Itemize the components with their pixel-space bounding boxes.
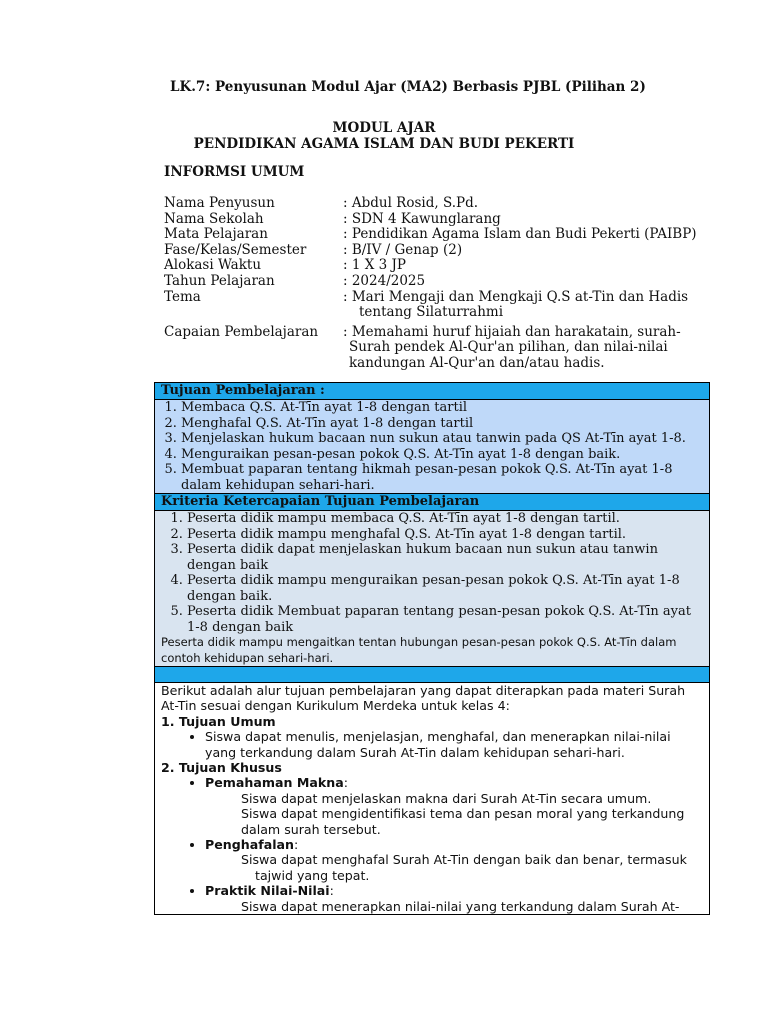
info-label: Capaian Pembelajaran <box>164 323 319 340</box>
info-value: kandungan Al-Qur'an dan/atau hadis. <box>349 354 605 371</box>
info-value: : 2024/2025 <box>343 272 426 289</box>
general-info <box>164 196 729 372</box>
tujuan-umum-title: 1. Tujuan Umum <box>161 713 276 729</box>
blank-header <box>155 667 709 683</box>
info-label: Nama Penyusun <box>164 195 275 211</box>
list-item: 4. Menguraikan pesan-pesan pokok Q.S. At-Tīn ayat 1-8 dengan baik. <box>181 447 705 463</box>
info-label: Fase/Kelas/Semester <box>164 241 307 258</box>
subject-title: PENDIDIKAN AGAMA ISLAM DAN BUDI PEKERTI <box>193 136 575 152</box>
info-value: Surah pendek Al-Qur'an pilihan, dan nilai-nilai <box>349 339 668 356</box>
info-label: Nama Sekolah <box>164 210 264 227</box>
tujuan-khusus-list <box>161 775 703 790</box>
info-label: Tahun Pelajaran <box>164 272 275 289</box>
list-item: 5. Peserta didik Membuat paparan tentang pesan-pesan pokok Q.S. At-Tīn ayat 1-8 dengan baik <box>187 604 705 635</box>
list-item: • Penghafalan: <box>205 837 703 852</box>
info-row-tahun <box>164 274 729 290</box>
list-item: 5. Membuat paparan tentang hikmah pesan-pesan pokok Q.S. At-Tīn ayat 1-8 dalam kehidupan sehari-hari. <box>181 462 705 493</box>
modul-title: MODUL AJAR <box>332 120 436 136</box>
praktik-list <box>161 883 703 898</box>
info-label: Mata Pelajaran <box>164 226 268 243</box>
info-value: : B/IV / Genap (2) <box>343 241 463 258</box>
penghafalan-text: Siswa dapat menghafal Surah At-Tin dengan baik dan benar, termasuk <box>241 852 687 868</box>
alur-tujuan-pane <box>155 683 709 914</box>
kriteria-note: Peserta didik mampu mengaitkan tentan hubungan pesan-pesan pokok Q.S. At-Tīn dalam contoh kehidupan sehari-hari. <box>161 635 677 665</box>
list-item: 2. Menghafal Q.S. At-Tīn ayat 1-8 dengan tartil <box>181 416 705 432</box>
worksheet-title: LK.7: Penyusunan Modul Ajar (MA2) Berbasis PJBL (Pilihan 2) <box>170 79 646 95</box>
info-row-alokasi <box>164 258 729 274</box>
info-row-sekolah <box>164 212 729 228</box>
tujuan-list <box>155 400 709 493</box>
info-value: : SDN 4 Kawunglarang <box>343 210 501 227</box>
kriteria-header: Kriteria Ketercapaian Tujuan Pembelajaran <box>155 494 709 511</box>
list-item: 4. Peserta didik mampu menguraikan pesan-pesan pokok Q.S. At-Tīn ayat 1-8 dengan baik. <box>187 573 705 604</box>
info-row-capaian-cont <box>164 340 729 356</box>
info-row-penyusun <box>164 196 729 212</box>
kriteria-pane <box>155 511 709 667</box>
tujuan-pane <box>155 400 709 494</box>
info-row-fase <box>164 243 729 259</box>
info-value: : Mari Mengaji dan Mengkaji Q.S at-Tin dan Hadis <box>343 288 689 305</box>
kriteria-list <box>155 511 709 635</box>
info-row-tema-cont <box>164 305 729 321</box>
info-label: Tema <box>164 288 201 305</box>
tujuan-umum-list <box>161 729 703 760</box>
list-item: 3. Menjelaskan hukum bacaan nun sukun atau tanwin pada QS At-Tīn ayat 1-8. <box>181 431 705 447</box>
penghafalan-label: Penghafalan <box>205 837 294 853</box>
penghafalan-text: tajwid yang tepat. <box>255 867 370 883</box>
info-row-mapel <box>164 227 729 243</box>
alur-intro: Berikut adalah alur tujuan pembelajaran yang dapat diterapkan pada materi Surah At-Tin sesuai dengan Kurikulum Merdeka untuk kelas 4: <box>161 683 686 714</box>
tujuan-header: Tujuan Pembelajaran : <box>155 383 709 400</box>
pemahaman-label: Pemahaman Makna <box>205 775 344 791</box>
tujuan-khusus-title: 2. Tujuan Khusus <box>161 760 282 776</box>
section-title: INFORMSI UMUM <box>164 164 305 180</box>
penghafalan-list <box>161 837 703 852</box>
list-item: 3. Peserta didik dapat menjelaskan hukum bacaan nun sukun atau tanwin dengan baik <box>187 542 705 573</box>
praktik-label: Praktik Nilai-Nilai <box>205 883 330 899</box>
learning-objectives-table <box>154 382 710 915</box>
pemahaman-text: Siswa dapat mengidentifikasi tema dan pesan moral yang terkandung dalam surah tersebut. <box>241 806 685 837</box>
list-item: • Praktik Nilai-Nilai: <box>205 883 703 898</box>
list-item: 1. Peserta didik mampu membaca Q.S. At-Tīn ayat 1-8 dengan tartil. <box>187 511 705 527</box>
info-value: tentang Silaturrahmi <box>359 304 504 321</box>
praktik-text: Siswa dapat menerapkan nilai-nilai yang terkandung dalam Surah At- <box>241 898 680 914</box>
list-item: • Pemahaman Makna: <box>205 775 703 790</box>
pemahaman-text: Siswa dapat menjelaskan makna dari Surah At-Tin secara umum. <box>241 790 652 806</box>
list-item: 1. Membaca Q.S. At-Tīn ayat 1-8 dengan tartil <box>181 400 705 416</box>
info-value: : 1 X 3 JP <box>343 257 406 274</box>
info-label: Alokasi Waktu <box>164 257 262 274</box>
info-value: : Memahami huruf hijaiah dan harakatain, surah- <box>343 323 681 340</box>
info-row-capaian <box>164 325 729 341</box>
list-item: • Siswa dapat menulis, menjelasjan, menghafal, dan menerapkan nilai-nilai yang terkandung dalam Surah At-Tin dalam kehidupan sehari-hari. <box>205 729 703 760</box>
info-row-tema <box>164 290 729 306</box>
info-row-capaian-cont <box>164 356 729 372</box>
info-value: : Abdul Rosid, S.Pd. <box>343 195 479 211</box>
info-value: : Pendidikan Agama Islam dan Budi Pekerti (PAIBP) <box>343 226 697 243</box>
list-item: 2. Peserta didik mampu menghafal Q.S. At-Tīn ayat 1-8 dengan tartil. <box>187 527 705 543</box>
